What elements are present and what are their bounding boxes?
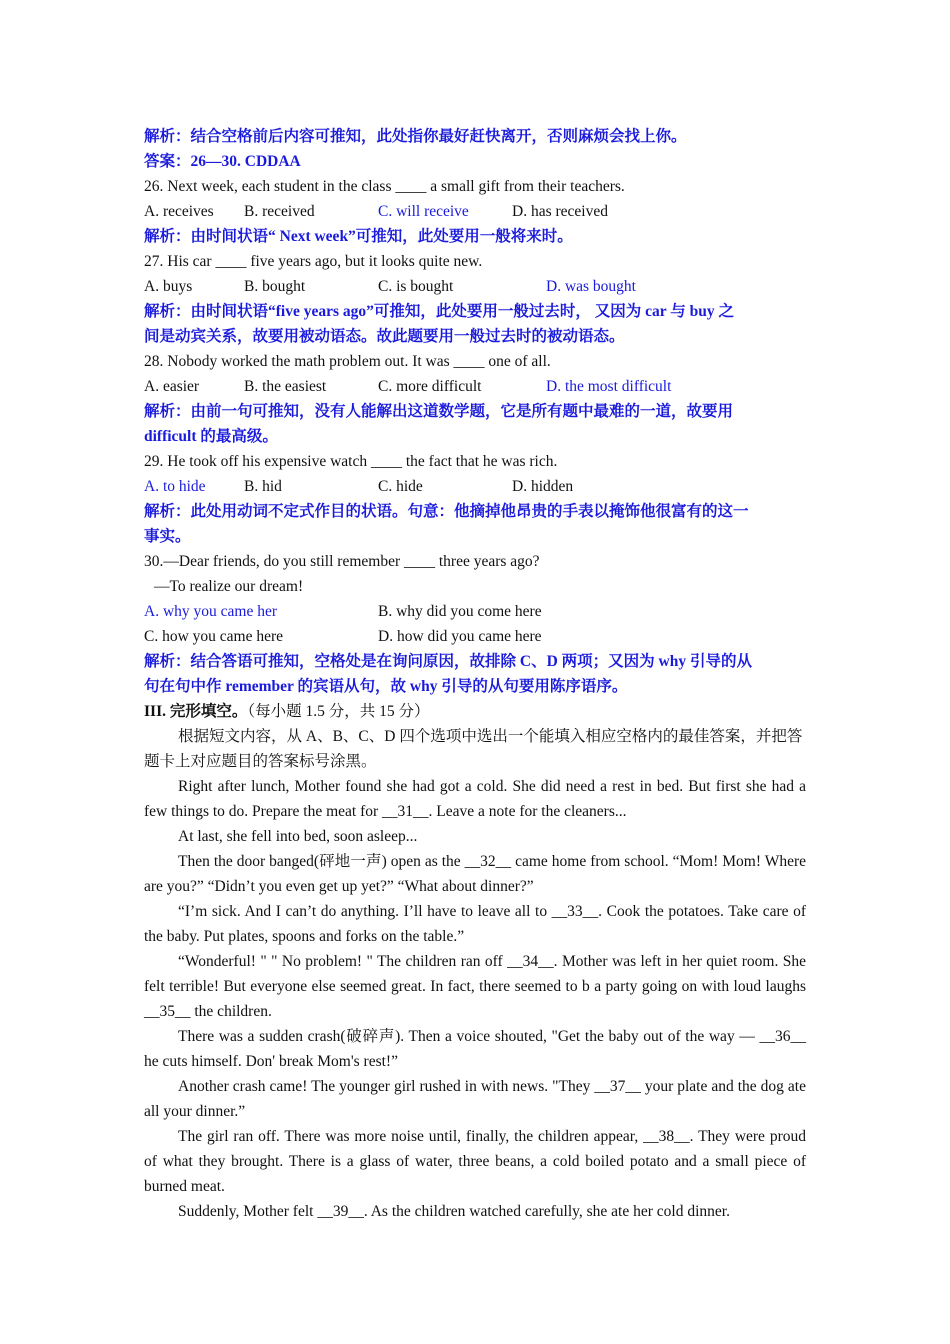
question-27-options xyxy=(144,274,806,299)
question-26-options xyxy=(144,199,806,224)
option-c: C. hide xyxy=(378,478,423,495)
passage-paragraph-5: “Wonderful! " " No problem! " The children ran off __34__. Mother was left in her quiet room. She felt terrible! But everyone else seemed great. In fact, there seemed to b a party going on with loud laughs __35__ the children. xyxy=(144,953,806,1020)
question-27-analysis-line-1: 解析：由时间状语“five years ago”可推知，此处要用一般过去时， 又因为 car 与 buy 之 xyxy=(144,303,734,320)
question-30-analysis-line-2: 句在句中作 remember 的宾语从句，故 why 引导的从句要用陈序语序。 xyxy=(144,678,628,695)
passage-paragraph-3: Then the door banged(砰地一声) open as the __32__ came home from school. “Mom! Mom! Where are you?” “Didn’t you even get up yet?” “What about dinner?” xyxy=(144,853,806,895)
passage-paragraph-9: Suddenly, Mother felt __39__. As the children watched carefully, she ate her cold dinner. xyxy=(178,1203,730,1220)
passage-paragraph-7: Another crash came! The younger girl rushed in with news. "They __37__ your plate and the dog ate all your dinner.” xyxy=(144,1078,806,1120)
question-30-stem: 30.—Dear friends, do you still remember ____ three years ago? xyxy=(144,553,540,570)
option-b: B. received xyxy=(244,203,315,220)
option-c: C. is bought xyxy=(378,278,454,295)
analysis-25: 解析：结合空格前后内容可推知，此处指你最好赶快离开，否则麻烦会找上你。 xyxy=(144,128,687,145)
question-30-options-row-1 xyxy=(144,599,806,624)
section-instruction: 根据短文内容，从 A、B、C、D 四个选项中选出一个能填入相应空格内的最佳答案，并把答题卡上对应题目的答案标号涂黑。 xyxy=(144,728,803,770)
question-28-analysis-line-2: difficult 的最高级。 xyxy=(144,428,278,445)
option-b: B. bought xyxy=(244,278,306,295)
option-d: D. hidden xyxy=(512,478,574,495)
option-d: D. how did you came here xyxy=(378,628,542,645)
option-a: A. buys xyxy=(144,278,193,295)
question-29-analysis-line-2: 事实。 xyxy=(144,528,191,545)
section-scoring-note: （每小题 1.5 分，共 15 分） xyxy=(247,703,430,720)
question-30-analysis-line-1: 解析：结合答语可推知，空格处是在询问原因，故排除 C、D 两项；又因为 why 引导的从 xyxy=(144,653,752,670)
passage-paragraph-8: The girl ran off. There was more noise until, finally, the children appear, __38__. They were proud of what they brought. There is a glass of water, three beans, a cold boiled potato and a small piece of burned meat. xyxy=(144,1128,806,1195)
option-d-correct: D. the most difficult xyxy=(546,378,672,395)
document-page xyxy=(144,124,806,1224)
option-b: B. why did you come here xyxy=(378,603,542,620)
section-heading xyxy=(144,699,806,724)
option-a: A. easier xyxy=(144,378,200,395)
passage-paragraph-2: At last, she fell into bed, soon asleep... xyxy=(178,828,418,845)
passage-paragraph-6: There was a sudden crash(破碎声). Then a voice shouted, "Get the baby out of the way — __36__ he cuts himself. Don' break Mom's rest!” xyxy=(144,1028,806,1070)
question-28-analysis-line-1: 解析：由前一句可推知，没有人能解出这道数学题，它是所有题中最难的一道，故要用 xyxy=(144,403,734,420)
question-28-options xyxy=(144,374,806,399)
section-title: III. 完形填空。 xyxy=(144,703,248,720)
passage-paragraph-1: Right after lunch, Mother found she had got a cold. She did need a rest in bed. But first she had a few things to do. Prepare the meat for __31__. Leave a note for the cleaners... xyxy=(144,778,806,820)
option-b: B. hid xyxy=(244,478,282,495)
question-30-options-row-2 xyxy=(144,624,806,649)
passage-paragraph-4: “I’m sick. And I can’t do anything. I’ll have to leave all to __33__. Cook the potatoes. Take care of the baby. Put plates, spoons and forks on the table.” xyxy=(144,903,806,945)
option-a-correct: A. to hide xyxy=(144,478,206,495)
option-d: D. has received xyxy=(512,203,608,220)
question-27-analysis-line-2: 间是动宾关系，故要用被动语态。故此题要用一般过去时的被动语态。 xyxy=(144,328,625,345)
question-30-reply: —To realize our dream! xyxy=(154,578,304,595)
question-29-options xyxy=(144,474,806,499)
option-c-correct: C. will receive xyxy=(378,203,469,220)
option-b: B. the easiest xyxy=(244,378,327,395)
question-29-analysis-line-1: 解析：此处用动词不定式作目的状语。句意：他摘掉他昂贵的手表以掩饰他很富有的这一 xyxy=(144,503,749,520)
question-27-stem: 27. His car ____ five years ago, but it looks quite new. xyxy=(144,253,483,270)
question-28-stem: 28. Nobody worked the math problem out. It was ____ one of all. xyxy=(144,353,551,370)
option-c: C. how you came here xyxy=(144,628,284,645)
option-a: A. receives xyxy=(144,203,214,220)
option-d-correct: D. was bought xyxy=(546,278,636,295)
question-29-stem: 29. He took off his expensive watch ____ the fact that he was rich. xyxy=(144,453,558,470)
option-c: C. more difficult xyxy=(378,378,482,395)
question-26-stem: 26. Next week, each student in the class ____ a small gift from their teachers. xyxy=(144,178,625,195)
option-a-correct: A. why you came her xyxy=(144,603,277,620)
question-26-analysis: 解析：由时间状语“ Next week”可推知，此处要用一般将来时。 xyxy=(144,228,573,245)
answer-key: 答案：26—30. CDDAA xyxy=(144,153,301,170)
